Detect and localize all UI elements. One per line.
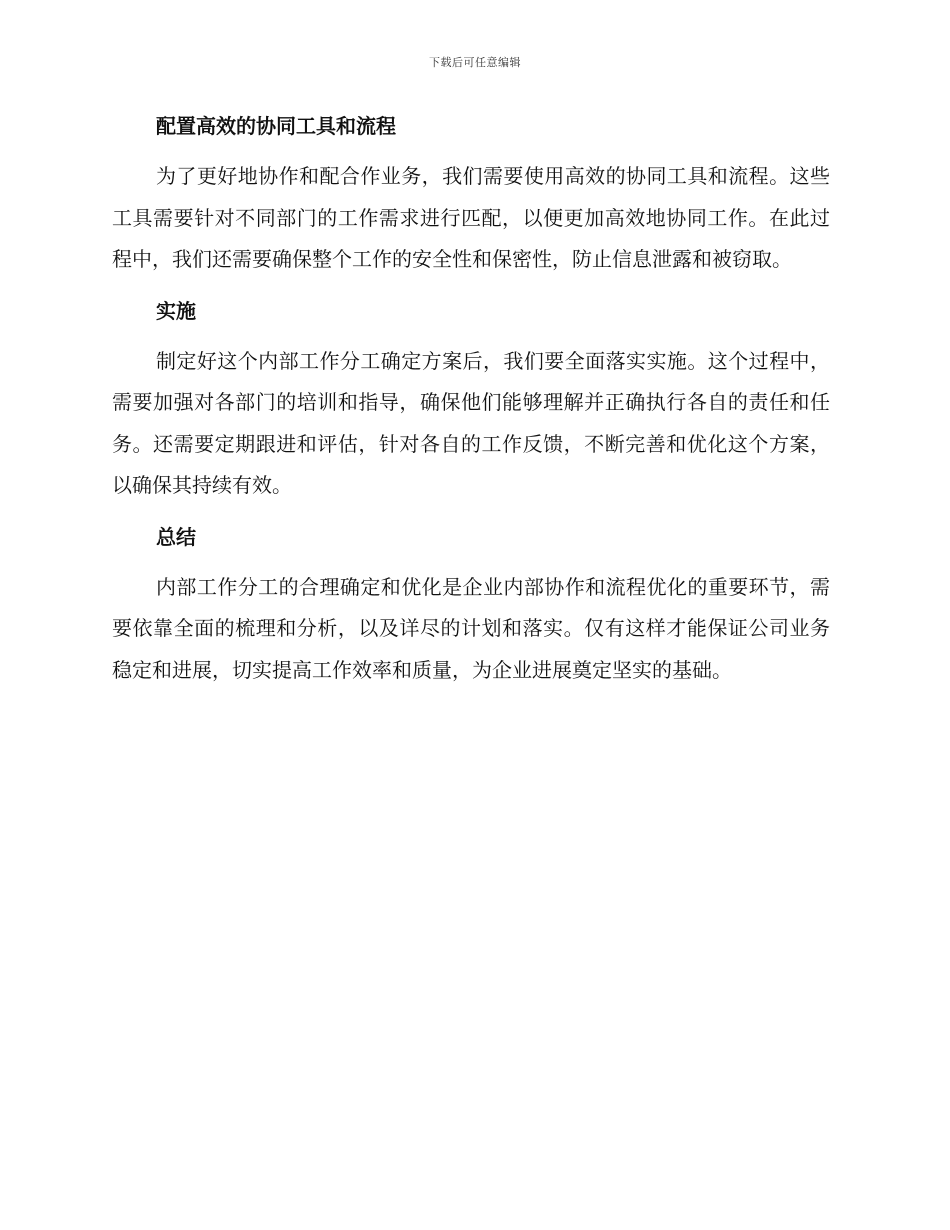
section-heading: 实施	[156, 298, 196, 323]
section-heading: 总结	[156, 524, 196, 549]
header-note: 下载后可任意编辑	[429, 56, 521, 69]
document-content	[112, 108, 830, 703]
section-implementation	[112, 293, 830, 507]
section-paragraph: 为了更好地协作和配合作业务，我们需要使用高效的协同工具和流程。这些工具需要针对不同部门的工作需求进行匹配，以便更加高效地协同工作。在此过程中，我们还需要确保整个工作的安全性和保密性，防止信息泄露和被窃取。	[112, 164, 830, 271]
section-heading: 配置高效的协同工具和流程	[156, 114, 396, 138]
section-collaboration-tools	[112, 108, 830, 281]
section-paragraph: 内部工作分工的合理确定和优化是企业内部协作和流程优化的重要环节，需要依靠全面的梳理和分析，以及详尽的计划和落实。仅有这样才能保证公司业务稳定和进展，切实提高工作效率和质量，为企业进展奠定坚实的基础。	[112, 574, 830, 682]
section-summary	[112, 519, 830, 692]
section-paragraph: 制定好这个内部工作分工确定方案后，我们要全面落实实施。这个过程中，需要加强对各部门的培训和指导，确保他们能够理解并正确执行各自的责任和任务。还需要定期跟进和评估，针对各自的工作反馈，不断完善和优化这个方案，以确保其持续有效。	[112, 348, 830, 497]
